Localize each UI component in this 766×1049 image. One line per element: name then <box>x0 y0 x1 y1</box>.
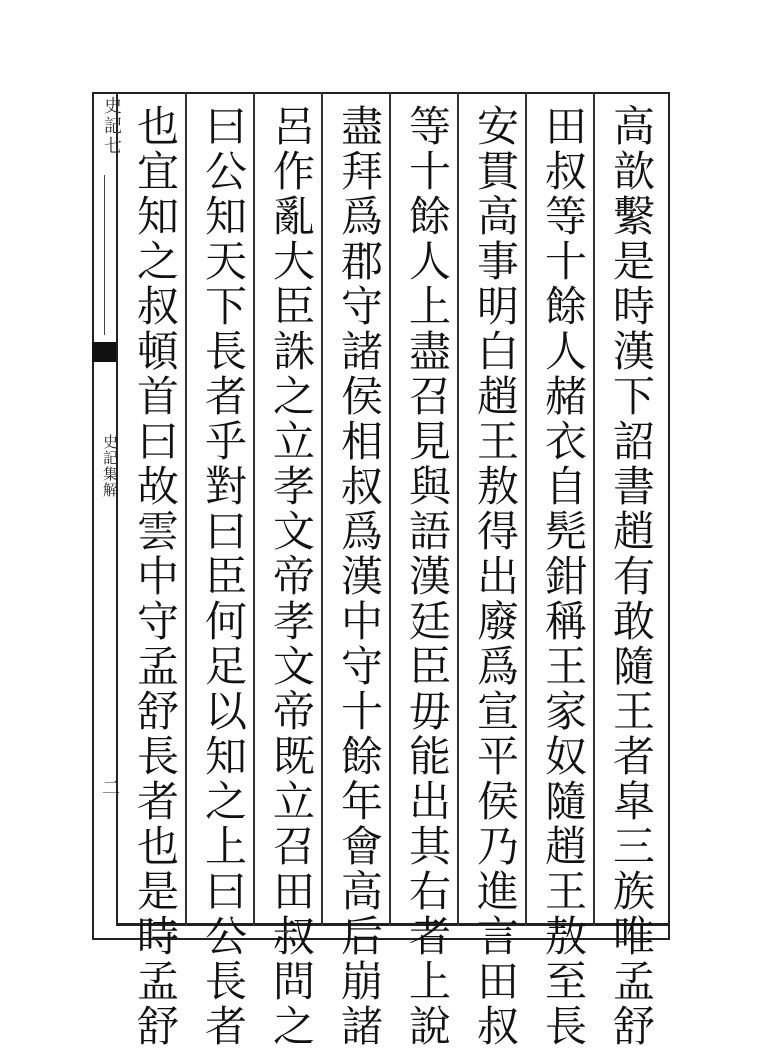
text-column-2: 田叔等十餘人赭衣自髡鉗稱王家奴隨趙王敖至長 <box>539 104 588 1049</box>
column-rule <box>593 92 595 926</box>
fold-book-title: 史記集解 <box>101 434 119 498</box>
text-column-1: 高歆繫是時漢下詔書趙有敢隨王者皐三族唯孟舒 <box>607 104 656 1049</box>
column-rule <box>389 92 391 926</box>
text-column-5: 盡拜爲郡守諸侯相叔爲漢中守十餘年會高后崩諸 <box>335 104 384 1049</box>
column-rule <box>321 92 323 926</box>
fold-fishtail <box>92 342 116 362</box>
text-column-7: 曰公知天下長者乎對曰臣何足以知之上曰公長者 <box>199 104 248 1049</box>
fold-header: 史記七 <box>101 96 122 156</box>
fold-page-number: 二 <box>99 778 120 796</box>
column-rule <box>185 92 187 926</box>
column-rule <box>253 92 255 926</box>
column-rule <box>525 92 527 926</box>
text-column-4: 等十餘人上盡召見與語漢廷臣毋能出其右者上說 <box>403 104 452 1049</box>
text-column-8: 也宜知之叔頓首曰故雲中守孟舒長者也是時孟舒 <box>131 104 180 1049</box>
column-rule <box>457 92 459 926</box>
fold-rule <box>104 175 105 335</box>
text-column-3: 安貫高事明白趙王敖得出廢爲宣平侯乃進言田叔 <box>471 104 520 1049</box>
text-column-6: 呂作亂大臣誅之立孝文帝孝文帝既立召田叔問之 <box>267 104 316 1049</box>
